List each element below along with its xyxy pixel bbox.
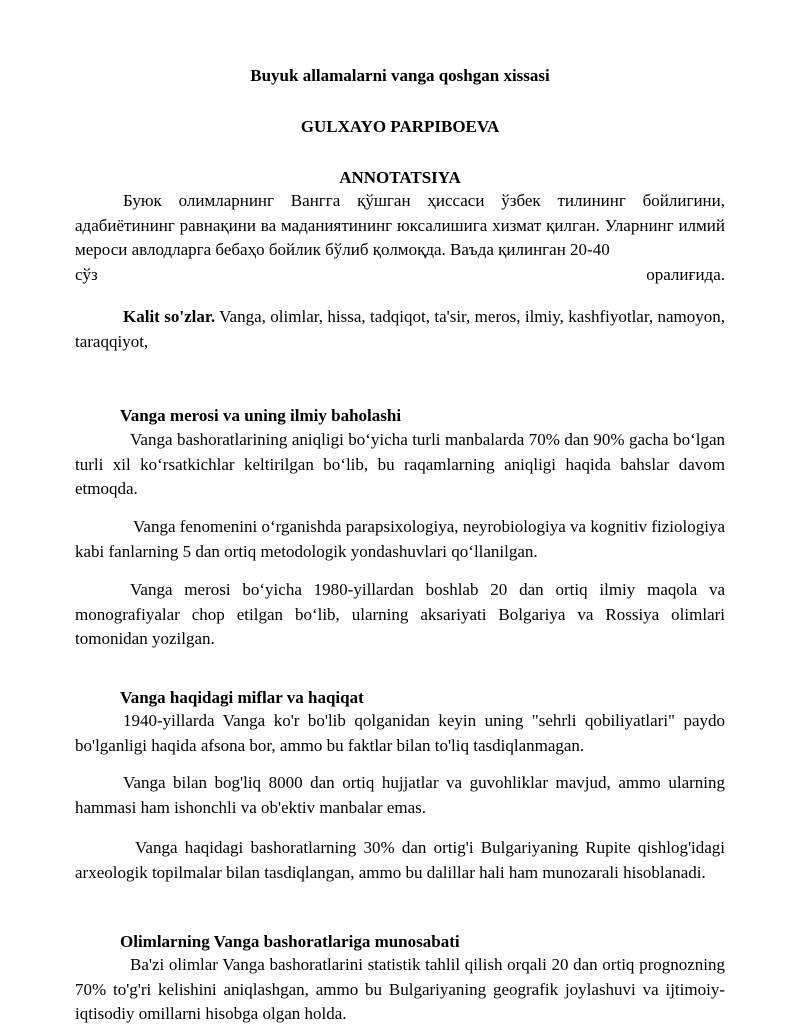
section-paragraph: Vanga bilan bog'liq 8000 dan ortiq hujjatlar va guvohliklar mavjud, ammo ularning hammasi ham ishonchli va ob'ektiv manbalar emas.: [75, 773, 725, 817]
section-paragraph: Vanga merosi bo‘yicha 1980-yillardan boshlab 20 dan ortiq ilmiy maqola va monografiyalar chop etilgan bo‘lib, ularning aksariyati Bolgariya va Rossiya olimlari tomonidan yozilgan.: [75, 580, 725, 648]
section-paragraph: Ba'zi olimlar Vanga bashoratlarini statistik tahlil qilish orqali 20 dan ortiq prognozning 70% to'g'ri kelishini aniqlashgan, ammo bu Bulgariyaning geografik joylashuvi va ijtimoiy-iqtisodiy omillarni hisobga olgan holda.: [75, 955, 725, 1023]
document-title: Buyuk allamalarni vanga qoshgan xissasi: [250, 66, 550, 85]
annotation-text: Буюк олимларнинг Вангга қўшган ҳиссаси ўзбек тилининг бойлигини, адабиётининг равнақини ва маданиятининг юксалишига хизмат қилган. Уларнинг илмий мероси авлодларга бебаҳо бойлик бўлиб қолмоқда. Ваъда қилинган 20-40: [75, 191, 725, 259]
annotation-last-word-right: оралиғида.: [646, 265, 725, 284]
section-paragraph: 1940-yillarda Vanga ko'r bo'lib qolganidan keyin uning "sehrli qobiliyatlari" paydo bo'lganligi haqida afsona bor, ammo bu faktlar bilan to'liq tasdiqlanmagan.: [75, 711, 725, 755]
section-paragraph: Vanga bashoratlarining aniqligi bo‘yicha turli manbalarda 70% dan 90% gacha bo‘lgan turli xil ko‘rsatkichlar keltirilgan bo‘lib, bu raqamlarning aniqligi haqida bahslar davom etmoqda.: [75, 430, 725, 498]
section-heading: Vanga haqidagi miflar va haqiqat: [120, 688, 364, 707]
keywords-label: Kalit so'zlar.: [123, 307, 216, 326]
annotation-heading: ANNOTATSIYA: [339, 168, 461, 187]
keywords-text: Vanga, olimlar, hissa, tadqiqot, ta'sir, meros, ilmiy, kashfiyotlar, namoyon, taraqqiyot,: [75, 307, 725, 351]
author-name: GULXAYO PARPIBOEVA: [300, 117, 500, 136]
section-paragraph: Vanga haqidagi bashoratlarning 30% dan ortig'i Bulgariyaning Rupite qishlog'idagi arxeologik topilmalar bilan tasdiqlangan, ammo bu dalillar hali ham munozarali hisoblanadi.: [75, 838, 725, 882]
section-paragraph: Vanga fenomenini o‘rganishda parapsixologiya, neyrobiologiya va kognitiv fiziologiya kabi fanlarning 5 dan ortiq metodologik yondashuvlari qo‘llanilgan.: [75, 517, 725, 561]
keywords-paragraph: [75, 305, 725, 354]
section-heading: Vanga merosi va uning ilmiy baholashi: [120, 406, 402, 425]
section-heading: Olimlarning Vanga bashoratlariga munosabati: [120, 932, 460, 951]
annotation-last-line: [75, 263, 725, 288]
annotation-last-word-left: сўз: [75, 265, 98, 284]
